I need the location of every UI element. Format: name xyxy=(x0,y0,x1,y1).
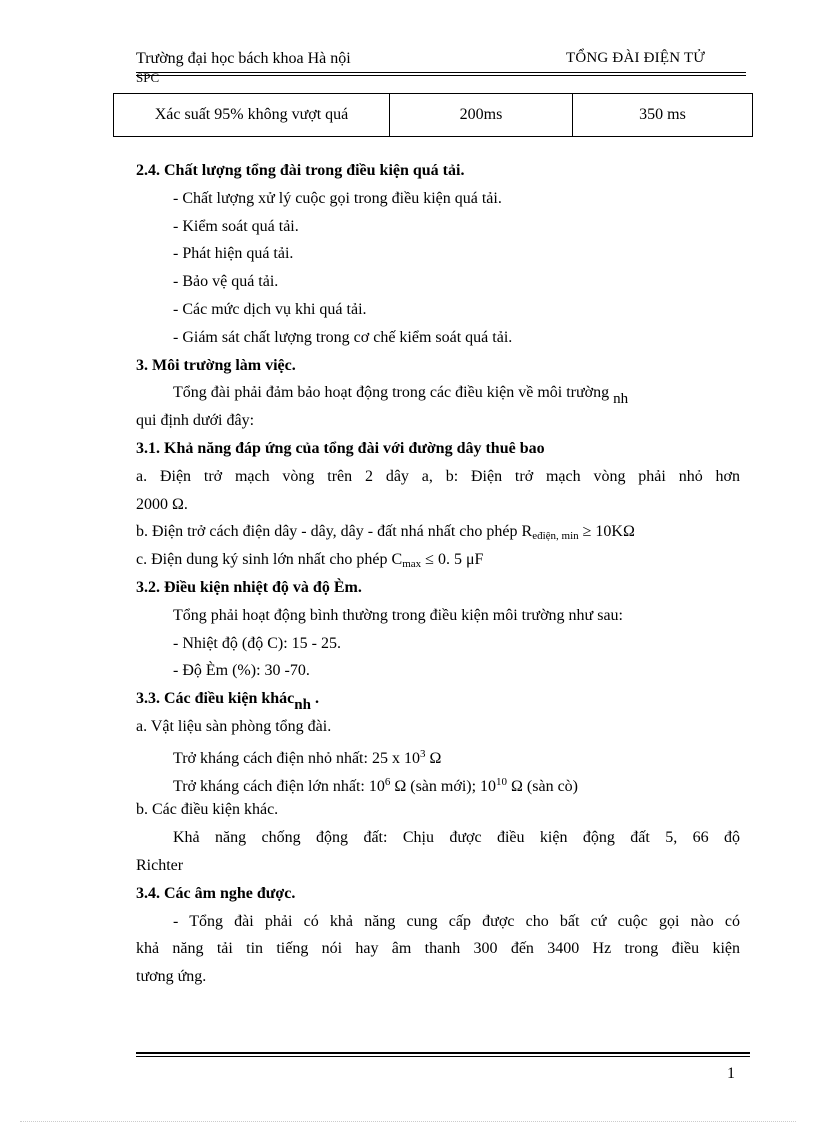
text-run: Trở kháng cách điện nhỏ nhất: 25 x 10 xyxy=(173,749,420,767)
superscript: 6 xyxy=(384,775,391,788)
list-item: - Phát hiện quá tải. xyxy=(173,245,294,263)
paragraph-line: Richter xyxy=(136,856,184,874)
section-heading xyxy=(136,685,740,713)
table-cell: Xác suất 95% không vượt quá xyxy=(114,94,390,137)
paragraph-line: tương ứng. xyxy=(136,968,207,986)
table-cell: 200ms xyxy=(390,94,573,137)
list-item: - Nhiệt độ (độ C): 15 - 25. xyxy=(173,634,341,652)
text-run: Ω (sàn mới); 10 xyxy=(390,777,497,795)
paragraph-line xyxy=(136,379,740,407)
superscript: 3 xyxy=(419,747,426,760)
header-rule-top xyxy=(136,72,746,73)
text-run: 3.3. Các điều kiện khác xyxy=(136,690,295,708)
text-run: Ω (sàn cò) xyxy=(507,777,579,795)
subscript: eđiện, min xyxy=(532,530,579,543)
subscript: max xyxy=(402,558,422,571)
section-heading: 3.1. Khả năng đáp ứng của tổng đài với đường dây thuê bao xyxy=(136,439,545,457)
list-item: - Kiểm soát quá tải. xyxy=(173,217,299,235)
text-run: . xyxy=(310,690,319,708)
text-run: c. Điện dung ký sinh lớn nhất cho phép C xyxy=(136,551,403,569)
paragraph-line xyxy=(136,518,740,546)
paragraph-line xyxy=(136,546,740,574)
text-run: Trở kháng cách điện lớn nhất: 10 xyxy=(173,777,385,795)
page-number: 1 xyxy=(727,1065,735,1082)
text-run: b. Điện trở cách điện dây - dây, dây - đất nhá nhất cho phép R xyxy=(136,523,533,541)
text-run: Tổng đài phải đảm bảo hoạt động trong các điều kiện về môi trường xyxy=(173,384,610,402)
text-run: Ω xyxy=(425,749,442,767)
paragraph-line: khả năng tải tin tiếng nói hay âm thanh 300 đến 3400 Hz trong điều kiện xyxy=(136,940,740,958)
header-title: TỔNG ĐÀI ĐIỆN TỬ xyxy=(566,50,706,66)
header-subtitle: SPC xyxy=(136,70,160,85)
spec-table xyxy=(113,93,753,137)
section-heading: 2.4. Chất lượng tổng đài trong điều kiện quá tải. xyxy=(136,162,465,179)
text-run: ≥ 10KΩ xyxy=(578,523,635,541)
section-heading: 3.4. Các âm nghe được. xyxy=(136,884,296,902)
footer-rule-top xyxy=(136,1052,750,1054)
paragraph-line: a. Điện trở mạch vòng trên 2 dây a, b: Điện trở mạch vòng phải nhỏ hơn xyxy=(136,467,740,485)
text-run: ≤ 0. 5 μF xyxy=(421,551,484,569)
list-item: - Giám sát chất lượng trong cơ chế kiểm soát quá tải. xyxy=(173,328,513,346)
list-item: - Chất lượng xử lý cuộc gọi trong điều kiện quá tải. xyxy=(173,189,502,207)
paragraph-line: 2000 Ω. xyxy=(136,495,188,513)
section-heading: 3. Môi trường làm việc. xyxy=(136,356,296,374)
footer-rule-bottom xyxy=(136,1056,750,1057)
section-heading: 3.2. Điều kiện nhiệt độ và độ Èm. xyxy=(136,578,362,596)
paragraph-line: - Tổng đài phải có khả năng cung cấp được cho bất cứ cuộc gọi nào có xyxy=(173,912,740,930)
paragraph-line xyxy=(136,741,740,769)
list-item: - Các mức dịch vụ khi quá tải. xyxy=(173,300,367,318)
paragraph-line: Khả năng chống động đất: Chịu được điều kiện động đất 5, 66 độ xyxy=(173,829,740,847)
paragraph-line: Tổng phải hoạt động bình thường trong điều kiện môi trường như sau: xyxy=(173,606,623,624)
text-run: nh xyxy=(613,391,629,408)
paragraph-line: a. Vật liệu sàn phòng tổng đài. xyxy=(136,717,332,735)
header-rule-bottom xyxy=(136,75,746,76)
paragraph-line xyxy=(136,769,740,797)
superscript: 10 xyxy=(496,775,508,788)
list-item: - Bảo vệ quá tải. xyxy=(173,273,279,291)
paragraph-line: qui định dưới đây: xyxy=(136,412,255,430)
table-cell: 350 ms xyxy=(573,94,753,137)
page-edge-divider xyxy=(20,1121,796,1122)
header-school: Trường đại học bách khoa Hà nội xyxy=(136,50,351,67)
list-item: - Độ Èm (%): 30 -70. xyxy=(173,662,310,680)
text-run: nh xyxy=(294,697,311,714)
document-body xyxy=(136,157,740,991)
table-row xyxy=(114,94,753,137)
paragraph-line: b. Các điều kiện khác. xyxy=(136,801,279,819)
